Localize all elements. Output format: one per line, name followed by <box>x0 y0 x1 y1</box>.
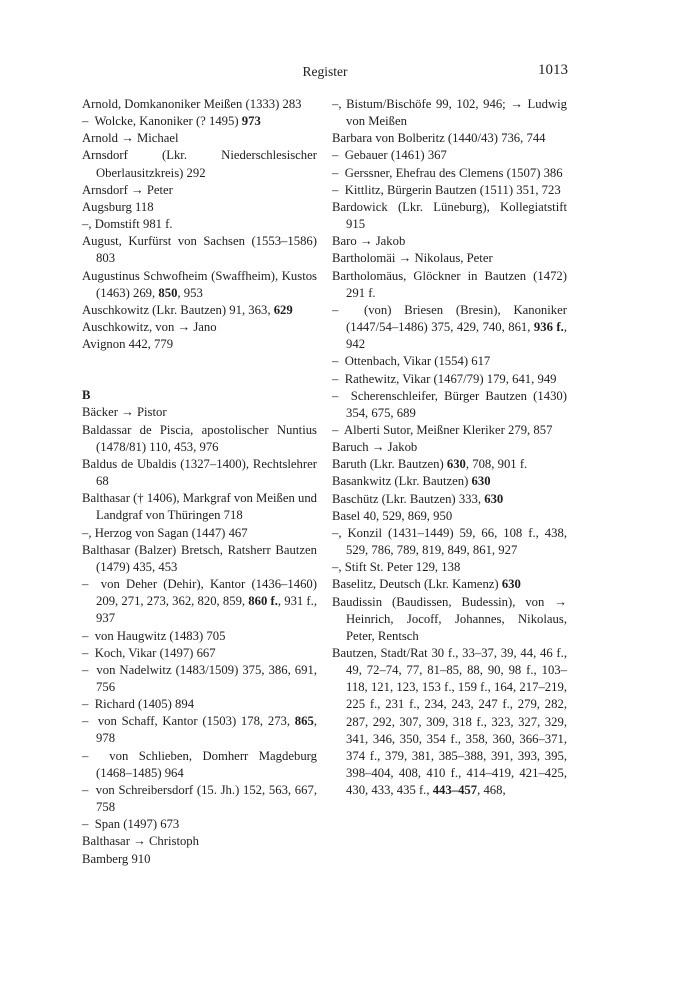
index-entry: Arnsdorf (Lkr. Niederschlesischer Oberlausitzkreis) 292 <box>82 148 317 180</box>
running-title: Register <box>302 64 348 79</box>
index-entry: Auschkowitz, von → Jano <box>82 320 217 335</box>
index-column-right <box>332 96 567 799</box>
index-column-left <box>82 96 317 868</box>
index-entry: Bartholomäi → Nikolaus, Peter <box>332 251 493 266</box>
index-entry: Bautzen, Stadt/Rat 30 f., 33–37, 39, 44, 46 f., 49, 72–74, 77, 81–85, 88, 90, 98 f., 103–118, 121, 123, 153 f., 159 f., 164, 217–219, 225 f., 231 f., 234, 243, 247 f., 279, 282, 287, 292, 307, 309, 318 f., 323, 327, 329, 341, 346, 350, 354 f., 358, 360, 366–371, 374 f., 379, 381, 385–388, 391, 393, 395, 398–404, 408, 410 f., 414–419, 421–425, 430, 433, 435 f., 443–457, 468, <box>332 646 567 798</box>
index-entry: – Gebauer (1461) 367 <box>332 148 447 163</box>
index-entry: August, Kurfürst von Sachsen (1553–1586) 803 <box>82 234 317 266</box>
index-entry: – von Schaff, Kantor (1503) 178, 273, 865, 978 <box>82 714 317 746</box>
index-entry: Baselitz, Deutsch (Lkr. Kamenz) 630 <box>332 577 521 592</box>
index-entry: – Alberti Sutor, Meißner Kleriker 279, 857 <box>332 422 553 437</box>
index-entry: Basel 40, 529, 869, 950 <box>332 508 453 523</box>
index-entry: – von Haugwitz (1483) 705 <box>82 628 226 643</box>
index-entry: – Kittlitz, Bürgerin Bautzen (1511) 351, 723 <box>332 182 561 197</box>
index-entry: Baruch → Jakob <box>332 440 418 455</box>
index-entry: Bäcker → Pistor <box>82 405 167 420</box>
index-entry: Avignon 442, 779 <box>82 337 174 352</box>
index-entry: Baschütz (Lkr. Bautzen) 333, 630 <box>332 491 504 506</box>
index-entry: Barbara von Bolberitz (1440/43) 736, 744 <box>332 131 546 146</box>
index-entry: Auschkowitz (Lkr. Bautzen) 91, 363, 629 <box>82 302 293 317</box>
index-entry: Arnold, Domkanoniker Meißen (1333) 283 <box>82 97 302 111</box>
index-entry: Baldus de Ubaldis (1327–1400), Rechtslehrer 68 <box>82 456 317 489</box>
index-entry: Balthasar († 1406), Markgraf von Meißen und Landgraf von Thüringen 718 <box>82 491 318 523</box>
index-entry: Bardowick (Lkr. Lüneburg), Kollegiatstift 915 <box>332 199 567 232</box>
index-entry: – Span (1497) 673 <box>82 817 180 832</box>
index-entry: Balthasar (Balzer) Bretsch, Ratsherr Bautzen (1479) 435, 453 <box>82 542 317 574</box>
index-entry: Arnold → Michael <box>82 131 179 146</box>
index-entry: – Scherenschleifer, Bürger Bautzen (1430) 354, 675, 689 <box>332 388 567 420</box>
index-entry: Baro → Jakob <box>332 234 406 249</box>
index-entry: Augsburg 118 <box>82 199 154 214</box>
index-entry: – Richard (1405) 894 <box>82 697 195 712</box>
index-entry: –, Domstift 981 f. <box>82 217 173 232</box>
index-entry: Arnsdorf → Peter <box>82 182 173 197</box>
index-entry: Balthasar → Christoph <box>82 834 199 849</box>
index-entry: Baruth (Lkr. Bautzen) 630, 708, 901 f. <box>332 457 528 472</box>
section-gap <box>82 353 317 387</box>
index-entry: Bartholomäus, Glöckner in Bautzen (1472) 291 f. <box>332 268 567 300</box>
index-entry: – Gerssner, Ehefrau des Clemens (1507) 386 <box>332 165 563 180</box>
index-entry: –, Herzog von Sagan (1447) 467 <box>82 525 248 540</box>
index-entry: –, Stift St. Peter 129, 138 <box>332 560 461 575</box>
section-letter: B <box>82 388 91 403</box>
index-entry: – von Schreibersdorf (15. Jh.) 152, 563, 667, 758 <box>82 782 317 815</box>
index-entry: Basankwitz (Lkr. Bautzen) 630 <box>332 474 491 489</box>
index-entry: –, Bistum/Bischöfe 99, 102, 946; → Ludwig von Meißen <box>332 97 567 129</box>
index-entry: – von Deher (Dehir), Kantor (1436–1460) 209, 271, 273, 362, 820, 859, 860 f., 931 f., 937 <box>82 577 317 626</box>
index-entry: Baudissin (Baudissen, Budessin), von → Heinrich, Jocoff, Johannes, Nikolaus, Peter, Rentsch <box>332 594 567 643</box>
index-entry: – Koch, Vikar (1497) 667 <box>82 645 216 660</box>
index-entry: – (von) Briesen (Bresin), Kanoniker (1447/54–1486) 375, 429, 740, 861, 936 f., 942 <box>332 302 567 352</box>
index-entry: – von Schlieben, Domherr Magdeburg (1468–1485) 964 <box>82 748 317 780</box>
index-entry: Bamberg 910 <box>82 851 151 866</box>
index-entry: Baldassar de Piscia, apostolischer Nuntius (1478/81) 110, 453, 976 <box>82 422 317 454</box>
index-entry: Augustinus Schwofheim (Swaffheim), Kustos (1463) 269, 850, 953 <box>82 268 317 300</box>
index-entry: – Wolcke, Kanoniker (? 1495) 973 <box>82 114 261 129</box>
page-number: 1013 <box>538 62 568 78</box>
index-entry: – Rathewitz, Vikar (1467/79) 179, 641, 949 <box>332 371 557 386</box>
index-entry: – Ottenbach, Vikar (1554) 617 <box>332 354 491 369</box>
index-entry: –, Konzil (1431–1449) 59, 66, 108 f., 438, 529, 786, 789, 819, 849, 861, 927 <box>332 525 567 558</box>
index-entry: – von Nadelwitz (1483/1509) 375, 386, 691, 756 <box>82 662 317 694</box>
running-head <box>82 62 568 84</box>
